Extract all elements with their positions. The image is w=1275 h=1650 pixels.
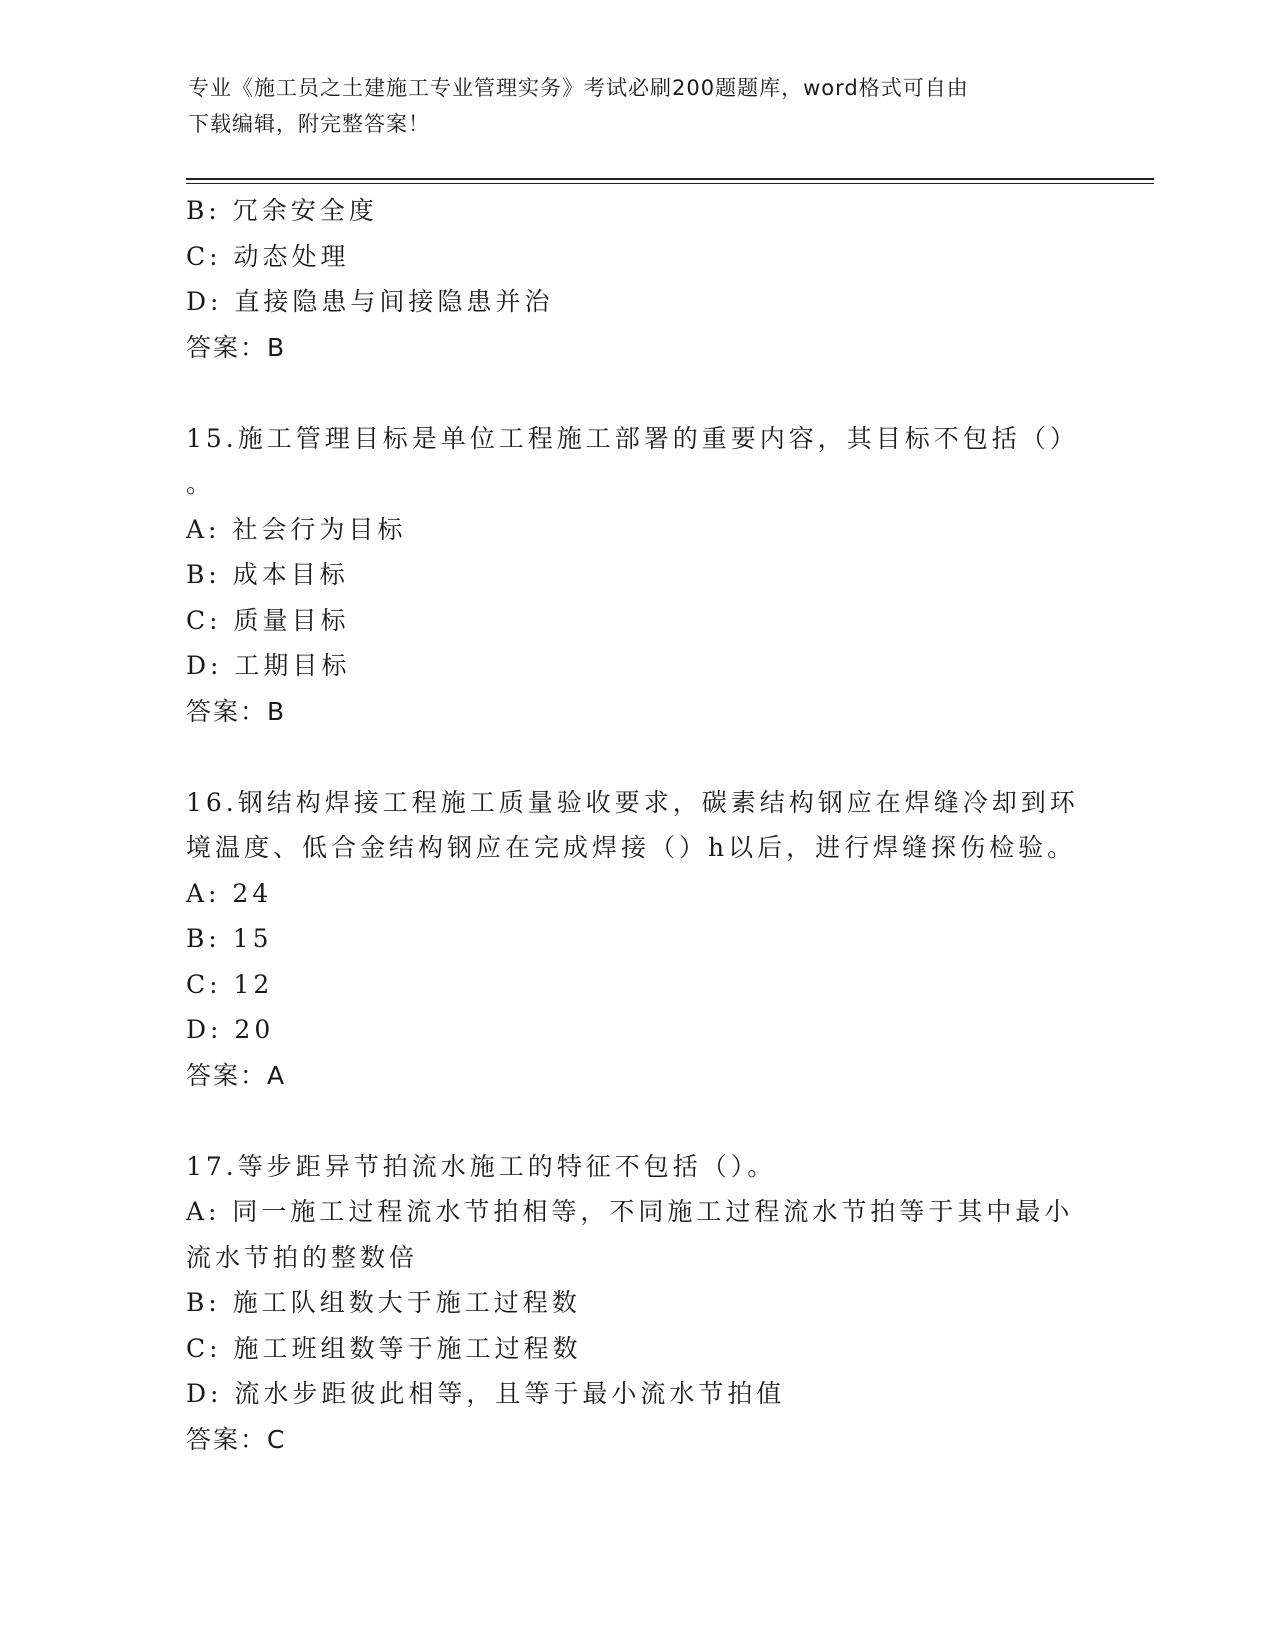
q16-option-d: D: 20 bbox=[186, 1015, 275, 1044]
header-divider-thick bbox=[186, 178, 1154, 180]
q14-answer: 答案：B bbox=[186, 332, 287, 362]
q17-stem-line-1: 17.等步距异节拍流水施工的特征不包括（）。 bbox=[186, 1151, 777, 1181]
q17-answer: 答案：C bbox=[186, 1424, 287, 1454]
q16-answer: 答案：A bbox=[186, 1060, 287, 1090]
q15-option-c: C: 质量目标 bbox=[186, 605, 350, 635]
document-header bbox=[188, 70, 1088, 142]
q16-option-a: A: 24 bbox=[186, 878, 273, 908]
question-14 bbox=[186, 188, 1126, 370]
q15-stem-line-2: 。 bbox=[186, 469, 216, 498]
q14-option-c: C: 动态处理 bbox=[186, 241, 350, 271]
spacer bbox=[186, 1098, 1126, 1144]
q17-option-c: C: 施工班组数等于施工过程数 bbox=[186, 1333, 582, 1363]
header-title-line-1: 专业《施工员之土建施工专业管理实务》考试必刷200题题库，word格式可自由 bbox=[188, 76, 969, 100]
header-divider-thin bbox=[186, 183, 1154, 184]
q17-option-d: D: 流水步距彼此相等，且等于最小流水节拍值 bbox=[186, 1379, 786, 1408]
q14-option-d: D: 直接隐患与间接隐患并治 bbox=[186, 287, 554, 316]
question-17 bbox=[186, 1144, 1126, 1463]
q14-option-b: B: 冗余安全度 bbox=[186, 196, 378, 225]
q15-option-a: A: 社会行为目标 bbox=[186, 514, 407, 544]
q15-option-b: B: 成本目标 bbox=[186, 560, 349, 589]
q16-option-c: C: 12 bbox=[186, 969, 274, 999]
q16-stem-line-2: 境温度、低合金结构钢应在完成焊接（）h以后，进行焊缝探伤检验。 bbox=[186, 833, 1077, 862]
q17-option-a-line-2: 流水节拍的整数倍 bbox=[186, 1242, 419, 1272]
q16-option-b: B: 15 bbox=[186, 924, 273, 953]
q15-answer: 答案：B bbox=[186, 696, 287, 726]
question-15 bbox=[186, 416, 1126, 735]
header-title-line-2: 下载编辑，附完整答案！ bbox=[188, 112, 430, 136]
q17-option-b: B: 施工队组数大于施工过程数 bbox=[186, 1288, 581, 1317]
q15-stem-line-1: 15.施工管理目标是单位工程施工部署的重要内容，其目标不包括（） bbox=[186, 423, 1079, 453]
q15-option-d: D: 工期目标 bbox=[186, 651, 351, 680]
q16-stem-line-1: 16.钢结构焊接工程施工质量验收要求，碳素结构钢应在焊缝冷却到环 bbox=[186, 787, 1079, 817]
spacer bbox=[186, 734, 1126, 780]
spacer bbox=[186, 370, 1126, 416]
question-16 bbox=[186, 780, 1126, 1099]
question-list bbox=[186, 188, 1126, 1462]
q17-option-a-line-1: A: 同一施工过程流水节拍相等，不同施工过程流水节拍等于其中最小 bbox=[186, 1197, 1074, 1226]
